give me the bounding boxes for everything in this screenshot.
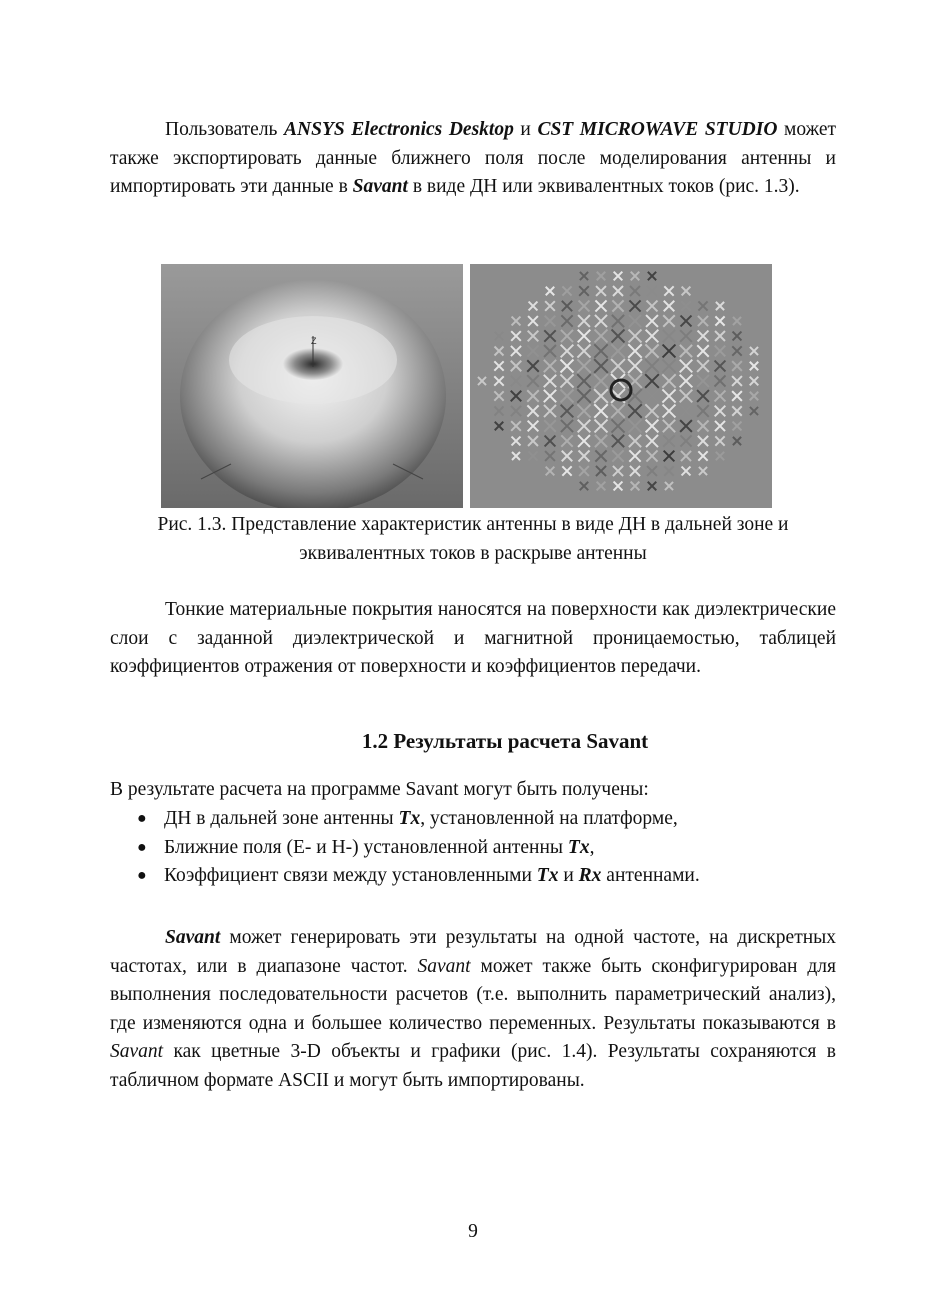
- app-name-savant: Savant: [165, 927, 221, 948]
- text-run: как цветные 3-D объекты и графики (рис. 1.4). Результаты сохраняются в табличном формате ASCII и могут быть импортированы.: [110, 1041, 836, 1091]
- figure-1-3: [161, 264, 772, 508]
- text-run: ,: [589, 836, 595, 858]
- tx-label: Tx: [398, 808, 421, 829]
- app-name-ansys: ANSYS Electronics Desktop: [284, 119, 514, 140]
- text-run: Пользователь: [165, 119, 285, 140]
- tx-label: Tx: [567, 836, 590, 858]
- paragraph-savant-results: [110, 924, 836, 1096]
- app-name-savant: Savant: [352, 176, 408, 198]
- text-run: может также быть сконфигурирован для выполнения последовательности расчетов (т.е. выполнить параметрический анализ), где изменяются одна и большее количество переменных. Результаты показываются в: [110, 955, 836, 1034]
- text-run: антеннами.: [601, 865, 700, 887]
- figure-caption: [110, 511, 836, 568]
- bullet-icon: ●: [137, 838, 147, 856]
- text-run: , установленной на платформе,: [420, 808, 678, 829]
- text-run: Ближние поля (Е- и Н-) установленной антенны: [164, 836, 568, 858]
- text-run: в виде ДН или эквивалентных токов (рис. 1.3).: [407, 176, 800, 198]
- section-heading: 1.2 Результаты расчета Savant: [361, 729, 649, 753]
- paragraph-export: [110, 116, 836, 202]
- caption-line-2: эквивалентных токов в раскрыве антенны: [299, 542, 647, 564]
- bullet-icon: ●: [137, 867, 147, 885]
- text-run: и: [558, 865, 579, 887]
- z-axis-label: Z: [311, 336, 317, 346]
- text-run: может также экспортировать данные ближнего поля после моделирования антенны и импортировать эти данные в: [110, 119, 836, 198]
- text-run: ДН в дальней зоне антенны: [164, 808, 399, 829]
- caption-line-1: Рис. 1.3. Представление характеристик антенны в виде ДН в дальней зоне и: [157, 514, 789, 535]
- text-run: Коэффициент связи между установленными: [164, 865, 537, 887]
- text-run: может генерировать эти результаты на одной частоте, на дискретных частотах, или в диапазоне частот.: [110, 927, 836, 977]
- background: [470, 264, 772, 508]
- rx-label: Rx: [578, 865, 602, 887]
- paragraph-coatings: Тонкие материальные покрытия наносятся на поверхности как диэлектрические слои с заданной диэлектрической и магнитной проницаемостью, таблицей коэффициентов отражения от поверхности и коэффициентов передачи.: [110, 599, 836, 678]
- text-run: и: [513, 119, 538, 140]
- equivalent-currents-image: [470, 264, 772, 508]
- page-number: 9: [468, 1221, 478, 1242]
- app-name-cst: CST MICROWAVE STUDIO: [537, 119, 778, 140]
- bullet-icon: ●: [137, 810, 147, 827]
- list-item: [110, 805, 836, 834]
- app-name-savant: Savant: [417, 955, 471, 977]
- tx-label: Tx: [536, 865, 559, 887]
- results-list: [110, 805, 836, 891]
- far-field-pattern-image: [161, 264, 463, 508]
- list-item: [110, 862, 836, 891]
- list-item: [110, 834, 836, 863]
- section-intro: В результате расчета на программе Savant могут быть получены:: [110, 779, 649, 800]
- app-name-savant: Savant: [110, 1041, 164, 1063]
